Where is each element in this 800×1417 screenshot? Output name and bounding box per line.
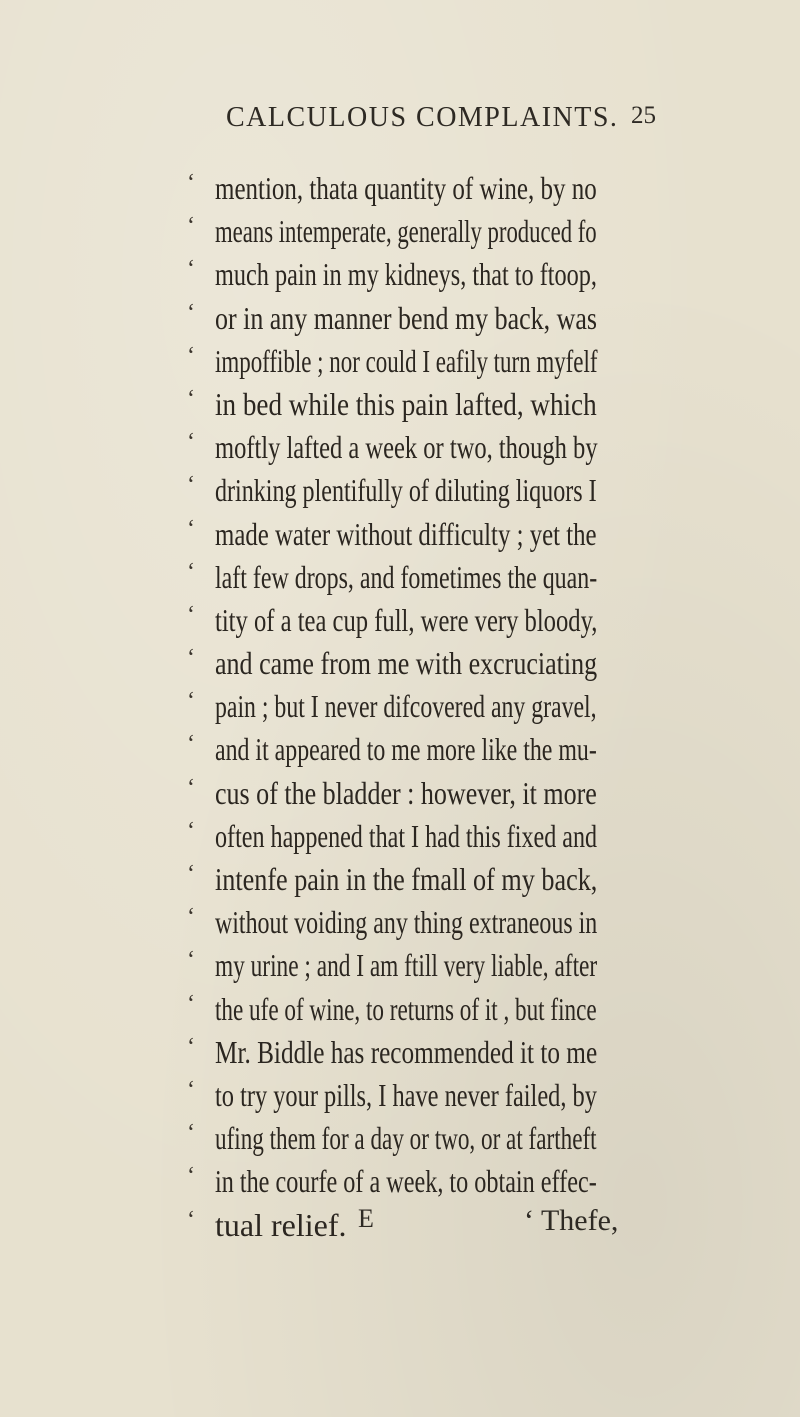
text-line — [0, 902, 800, 945]
line-text: in the courfe of a week, to obtain effec- — [215, 1163, 597, 1200]
line-text: tual relief. — [215, 1206, 347, 1243]
text-line — [0, 298, 800, 341]
quote-mark: ‘ — [187, 990, 195, 1017]
line-text: to try your pills, I have never failed, by — [215, 1076, 597, 1113]
page-header — [0, 102, 800, 142]
line-text: made water without difficulty ; yet the — [215, 515, 597, 552]
line-text: intenfe pain in the fmall of my back, — [215, 861, 598, 897]
quote-mark: ‘ — [187, 429, 195, 456]
line-text: drinking plentifully of diluting liquors I — [215, 472, 597, 509]
text-line — [0, 1118, 800, 1161]
text-line — [0, 859, 800, 902]
quote-mark: ‘ — [187, 342, 195, 369]
quote-mark: ‘ — [187, 515, 195, 542]
text-line — [0, 1032, 800, 1075]
line-text: in bed while this pain lafted, which — [215, 385, 597, 422]
text-line — [0, 729, 800, 772]
line-text: Mr. Biddle has recommended it to me — [215, 1033, 598, 1070]
quote-mark: ‘ — [187, 601, 195, 628]
text-line — [0, 1161, 800, 1204]
text-line — [0, 168, 800, 211]
quote-mark: ‘ — [187, 861, 195, 887]
line-text: and came from me with excruciating — [215, 645, 598, 682]
text-line — [0, 816, 800, 859]
text-line — [0, 600, 800, 643]
text-line — [0, 470, 800, 513]
line-text: the ufe of wine, to returns of it , but fince — [215, 990, 597, 1027]
text-line — [0, 341, 800, 384]
quote-mark: ‘ — [187, 256, 195, 283]
text-line — [0, 643, 800, 686]
quote-mark: ‘ — [187, 472, 195, 499]
quote-mark: ‘ — [187, 774, 195, 801]
line-text: much pain in my kidneys, that to ftoop, — [215, 256, 597, 293]
text-line — [0, 384, 800, 427]
quote-mark: ‘ — [187, 688, 195, 715]
quote-mark: ‘ — [187, 213, 195, 240]
quote-mark: ‘ — [187, 1120, 195, 1147]
text-line — [0, 514, 800, 557]
body-text — [0, 168, 800, 1248]
text-line — [0, 945, 800, 988]
quote-mark: ‘ — [187, 817, 195, 844]
quote-mark: ‘ — [187, 385, 195, 412]
quote-mark: ‘ — [187, 558, 195, 585]
text-line — [0, 211, 800, 254]
line-text: impoffible ; nor could I eafily turn myfelf — [215, 342, 598, 379]
line-text: mention, thata quantity of wine, by no — [215, 170, 597, 206]
quote-mark: ‘ — [187, 1033, 195, 1060]
text-line — [0, 989, 800, 1032]
text-line — [0, 557, 800, 600]
text-line — [0, 254, 800, 297]
quote-mark: ‘ — [187, 731, 195, 758]
line-text: ufing them for a day or two, or at fartheft — [215, 1120, 597, 1157]
line-text: or in any manner bend my back, was — [215, 299, 597, 336]
page-number: 25 — [631, 102, 656, 129]
page-footer — [0, 1204, 800, 1244]
quote-mark: ‘ — [187, 645, 195, 672]
quote-mark: ‘ — [187, 170, 195, 196]
text-line — [0, 773, 800, 816]
line-text: moftly lafted a week or two, though by — [215, 429, 598, 466]
line-text: tity of a tea cup full, were very bloody, — [215, 601, 598, 638]
line-text: cus of the bladder : however, it more — [215, 774, 597, 811]
quote-mark: ‘ — [187, 947, 195, 974]
line-text: means intemperate, generally produced fo — [215, 213, 597, 250]
line-text: without voiding any thing extraneous in — [215, 904, 598, 941]
quote-mark: ‘ — [187, 1163, 195, 1190]
quote-mark: ‘ — [187, 1076, 195, 1103]
running-head: CALCULOUS COMPLAINTS. — [226, 102, 619, 133]
quote-mark: ‘ — [187, 1206, 195, 1233]
catchword: ‘ Thefe, — [524, 1204, 619, 1237]
line-text: often happened that I had this fixed and — [215, 817, 598, 854]
quote-mark: ‘ — [187, 904, 195, 931]
line-text: my urine ; and I am ftill very liable, after — [215, 947, 598, 984]
text-line — [0, 1075, 800, 1118]
signature-mark: E — [358, 1204, 374, 1233]
text-line — [0, 427, 800, 470]
line-text: laft few drops, and fometimes the quan- — [215, 558, 598, 595]
quote-mark: ‘ — [187, 299, 195, 326]
line-text: and it appeared to me more like the mu- — [215, 731, 597, 768]
text-line — [0, 686, 800, 729]
line-text: pain ; but I never difcovered any gravel, — [215, 688, 597, 725]
